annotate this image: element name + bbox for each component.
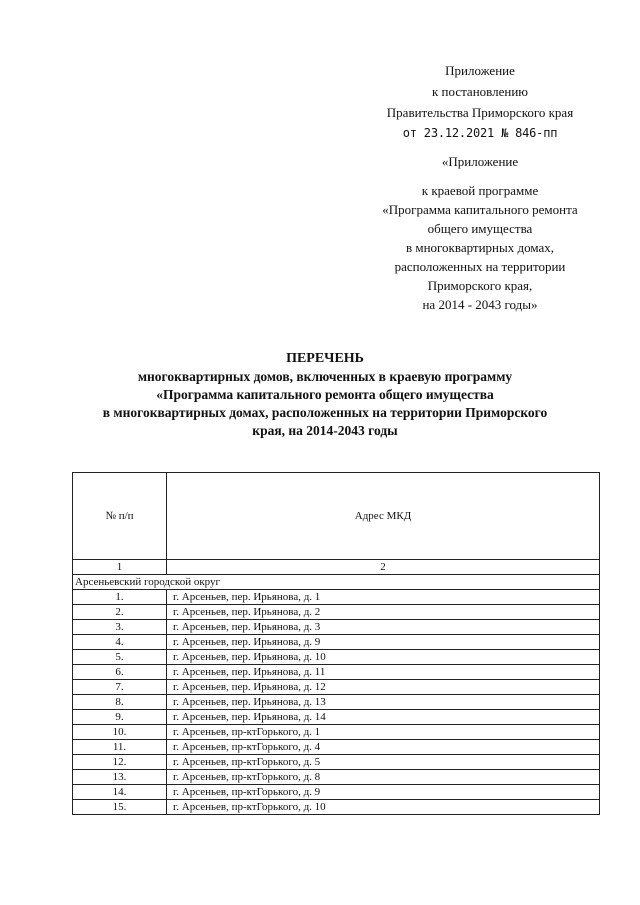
title-line: края, на 2014-2043 годы	[252, 423, 398, 438]
row-address: г. Арсеньев, пер. Ирьянова, д. 9	[167, 635, 600, 650]
column-index: 1	[73, 560, 167, 575]
resolution-date-number: от 23.12.2021 № 846-пп	[402, 126, 558, 140]
row-address: г. Арсеньев, пр-ктГорького, д. 10	[167, 800, 600, 815]
row-number: 15.	[73, 800, 167, 815]
row-address: г. Арсеньев, пер. Ирьянова, д. 13	[167, 695, 600, 710]
table-row	[73, 635, 600, 650]
row-address: г. Арсеньев, пер. Ирьянова, д. 14	[167, 710, 600, 725]
row-number: 14.	[73, 785, 167, 800]
table-row	[73, 590, 600, 605]
resolution-header-line: Приложение	[445, 63, 515, 78]
title-line: в многоквартирных домах, расположенных на территории Приморского	[102, 405, 548, 420]
row-address: г. Арсеньев, пер. Ирьянова, д. 1	[167, 590, 600, 605]
annex-header-line: к краевой программе	[421, 183, 539, 198]
resolution-header	[360, 60, 600, 144]
table-row	[73, 725, 600, 740]
row-address: г. Арсеньев, пр-ктГорького, д. 1	[167, 725, 600, 740]
row-number: 12.	[73, 755, 167, 770]
table-row	[73, 800, 600, 815]
group-label: Арсеньевский городской округ	[73, 575, 600, 590]
row-number: 3.	[73, 620, 167, 635]
row-number: 6.	[73, 665, 167, 680]
row-address: г. Арсеньев, пер. Ирьянова, д. 2	[167, 605, 600, 620]
row-address: г. Арсеньев, пр-ктГорького, д. 9	[167, 785, 600, 800]
row-number: 10.	[73, 725, 167, 740]
annex-header	[360, 152, 600, 314]
row-number: 11.	[73, 740, 167, 755]
row-number: 5.	[73, 650, 167, 665]
row-address: г. Арсеньев, пр-ктГорького, д. 4	[167, 740, 600, 755]
row-number: 9.	[73, 710, 167, 725]
row-number: 4.	[73, 635, 167, 650]
resolution-header-line: к постановлению	[431, 84, 529, 99]
annex-header-line: на 2014 - 2043 годы»	[422, 297, 538, 312]
row-number: 7.	[73, 680, 167, 695]
row-address: г. Арсеньев, пер. Ирьянова, д. 3	[167, 620, 600, 635]
row-number: 8.	[73, 695, 167, 710]
document-title	[60, 350, 590, 440]
table-row	[73, 605, 600, 620]
table-row	[73, 740, 600, 755]
row-number: 1.	[73, 590, 167, 605]
row-number: 13.	[73, 770, 167, 785]
annex-header-line: в многоквартирных домах,	[405, 240, 555, 255]
table-row	[73, 665, 600, 680]
table-row	[73, 770, 600, 785]
annex-header-line: Приморского края,	[427, 278, 533, 293]
table-header-row	[73, 473, 600, 560]
row-address: г. Арсеньев, пер. Ирьянова, д. 10	[167, 650, 600, 665]
title-line: ПЕРЕЧЕНЬ	[286, 351, 364, 366]
title-line: «Программа капитального ремонта общего имущества	[156, 387, 494, 402]
column-header-address: Адрес МКД	[167, 473, 600, 560]
row-address: г. Арсеньев, пер. Ирьянова, д. 12	[167, 680, 600, 695]
table-row	[73, 755, 600, 770]
table-row	[73, 680, 600, 695]
column-index: 2	[167, 560, 600, 575]
table-row	[73, 710, 600, 725]
houses-table	[72, 472, 600, 815]
table-row	[73, 695, 600, 710]
annex-header-line: расположенных на территории	[394, 259, 566, 274]
table-row	[73, 620, 600, 635]
annex-header-line: «Программа капитального ремонта	[382, 202, 578, 217]
row-number: 2.	[73, 605, 167, 620]
row-address: г. Арсеньев, пер. Ирьянова, д. 11	[167, 665, 600, 680]
column-index-row	[73, 560, 600, 575]
column-header-number: № п/п	[73, 473, 167, 560]
table-row	[73, 650, 600, 665]
group-row	[73, 575, 600, 590]
annex-header-line: общего имущества	[427, 221, 533, 236]
table-row	[73, 785, 600, 800]
resolution-header-line: Правительства Приморского края	[386, 105, 574, 120]
title-line: многоквартирных домов, включенных в краевую программу	[137, 369, 513, 384]
annex-header-line: «Приложение	[441, 154, 519, 169]
row-address: г. Арсеньев, пр-ктГорького, д. 5	[167, 755, 600, 770]
row-address: г. Арсеньев, пр-ктГорького, д. 8	[167, 770, 600, 785]
